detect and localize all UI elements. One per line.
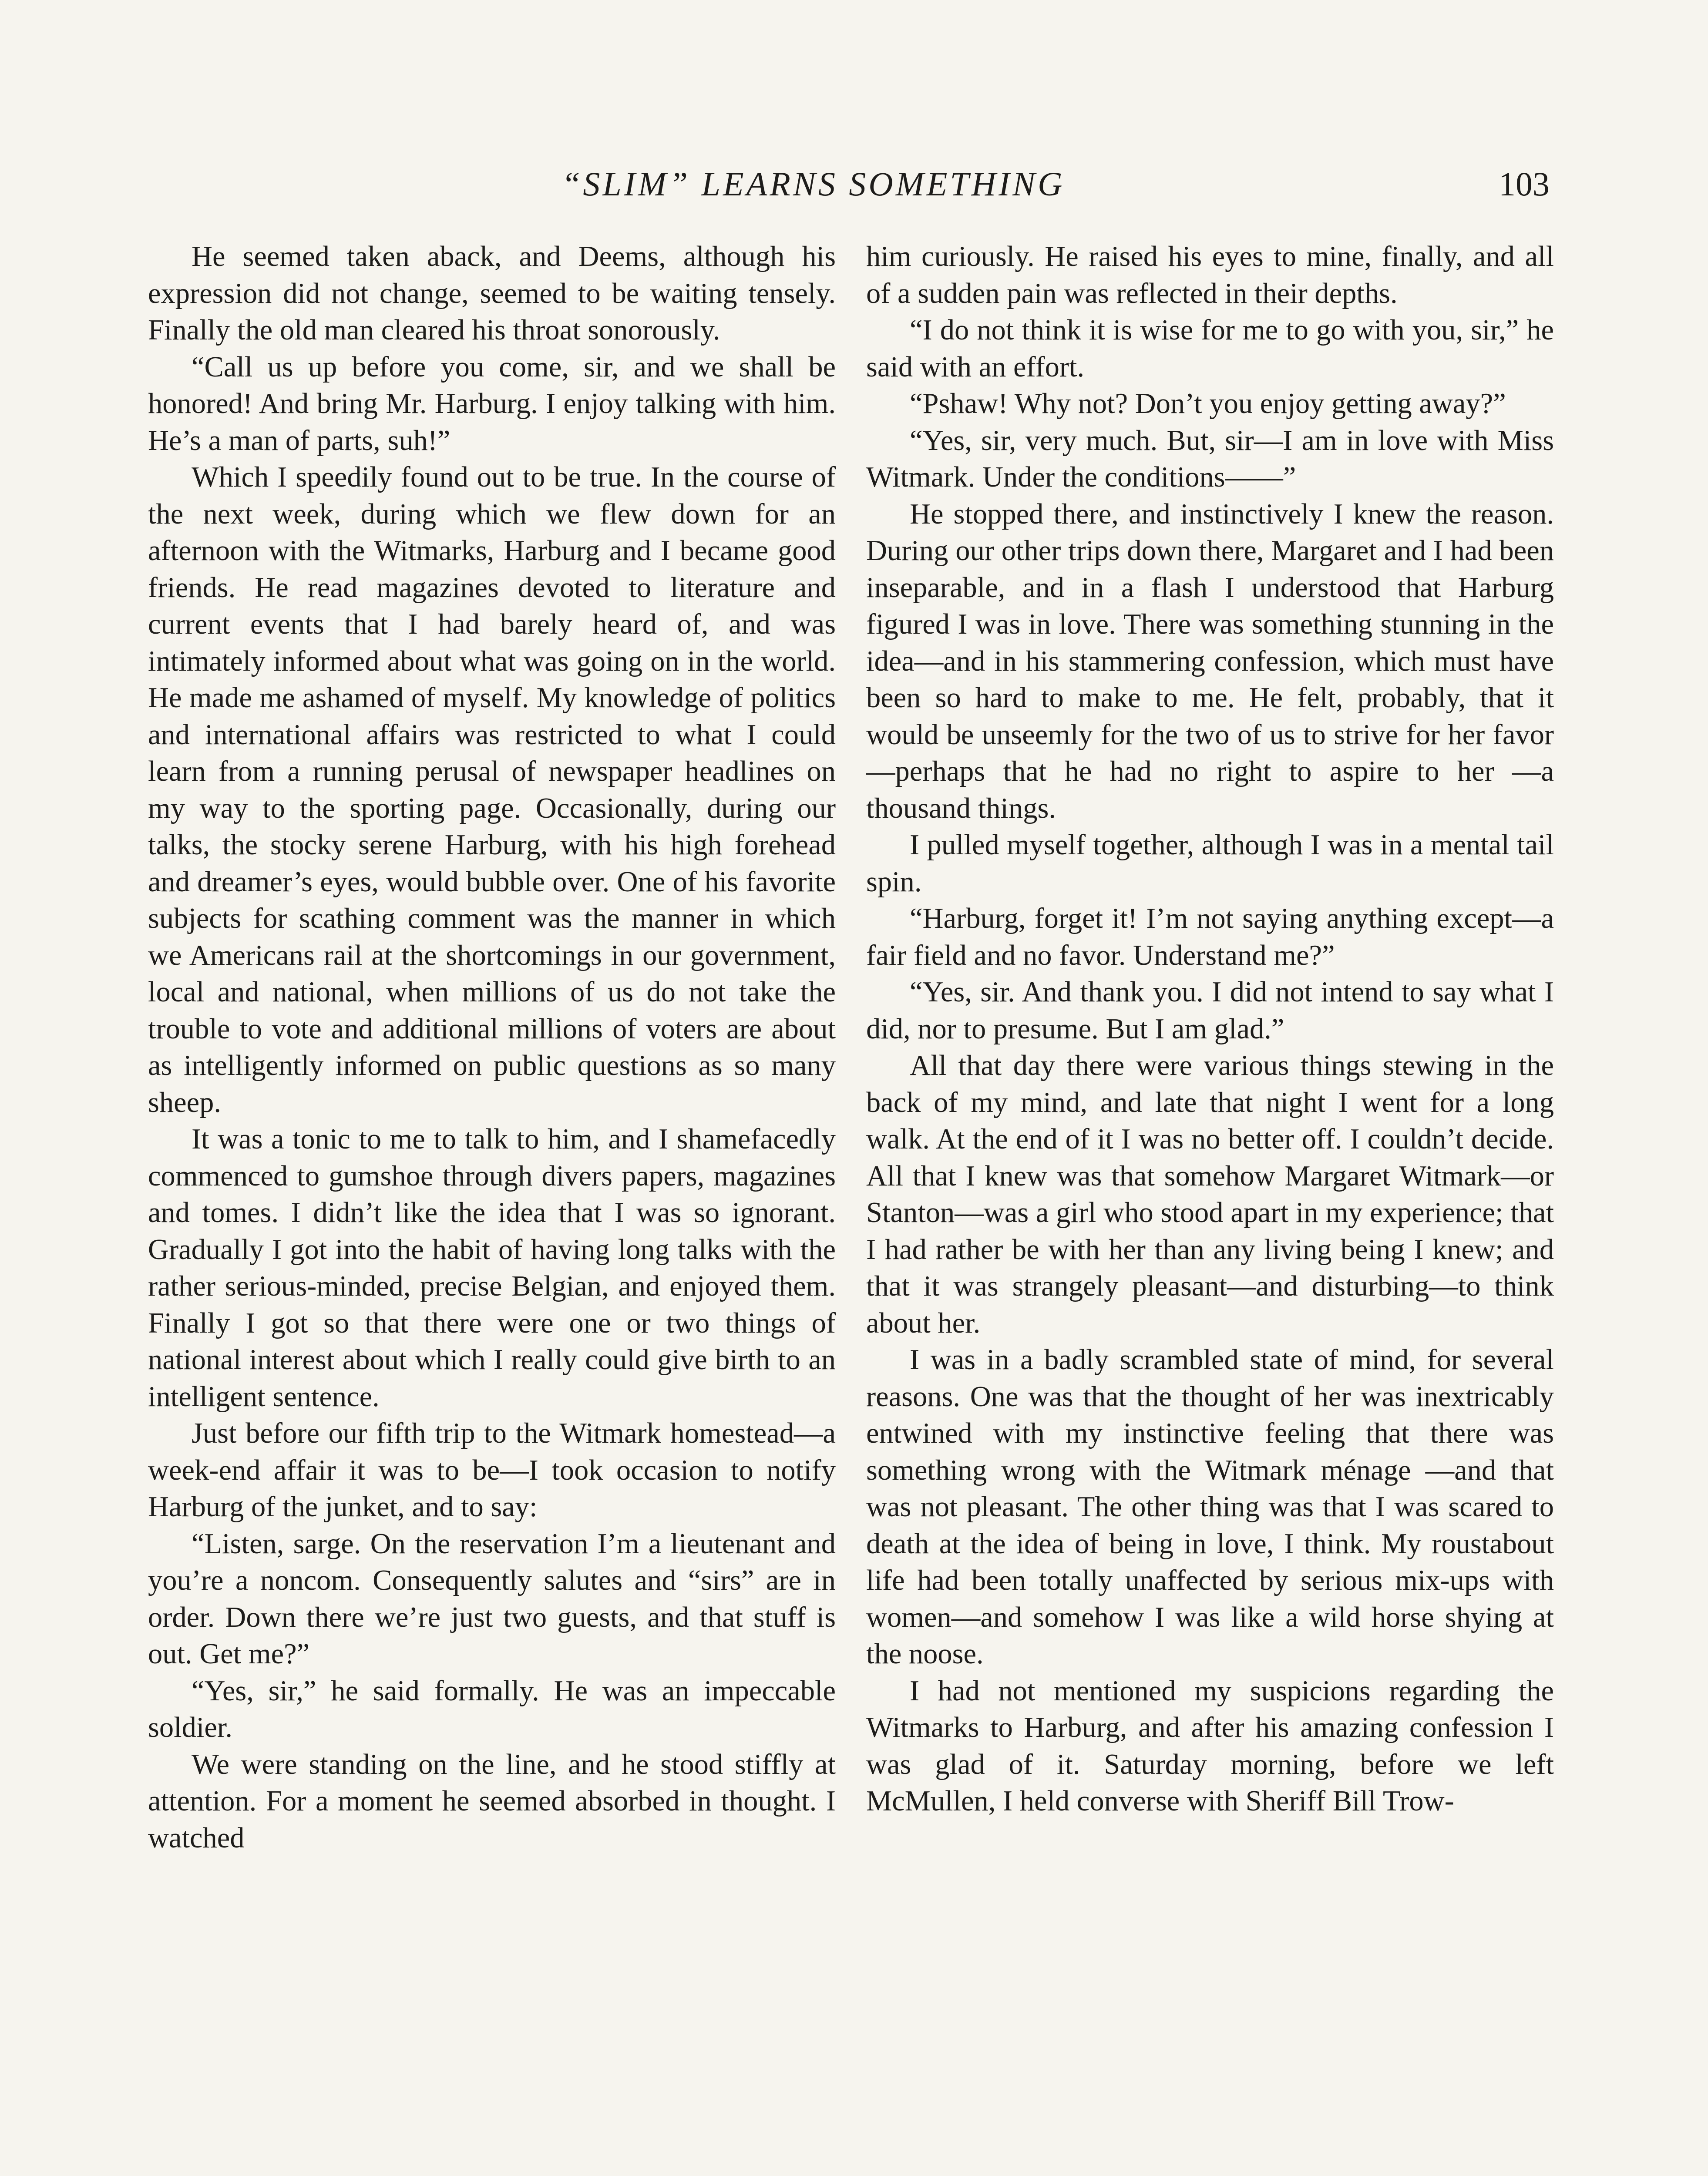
paragraph: I had not mentioned my suspicions regarding the Witmarks to Harburg, and after his amazing confession I was glad of it. Saturday morning, before we left McMullen, I held converse with Sheriff Bill Trow-: [866, 1675, 1554, 1817]
paragraph: Just before our fifth trip to the Witmark homestead—a week-end affair it was to be—I took occasion to notify Harburg of the junket, and to say:: [148, 1417, 836, 1523]
right-column: [866, 238, 1554, 2176]
running-title: “SLIM” LEARNS SOMETHING: [561, 165, 1065, 203]
paragraph: “Call us up before you come, sir, and we shall be honored! And bring Mr. Harburg. I enjoy talking with him. He’s a man of parts, suh!”: [148, 351, 836, 457]
paragraph: It was a tonic to me to talk to him, and I shamefacedly commenced to gumshoe through divers papers, magazines and tomes. I didn’t like the idea that I was so ignorant. Gradually I got into the habit of having long talks with the rather serious-minded, precise Belgian, and enjoyed them. Finally I got so that there were one or two things of national interest about which I really could give birth to an intelligent sentence.: [148, 1123, 836, 1413]
paragraph: “Yes, sir, very much. But, sir—I am in love with Miss Witmark. Under the conditions——”: [866, 424, 1554, 493]
paragraph: “Listen, sarge. On the reservation I’m a lieutenant and you’re a noncom. Consequently salutes and “sirs” are in order. Down there we’re just two guests, and that stuff is out. Get me?”: [148, 1528, 836, 1670]
paragraph: “Yes, sir. And thank you. I did not intend to say what I did, nor to presume. But I am glad.”: [866, 976, 1554, 1045]
paragraph: “Yes, sir,” he said formally. He was an impeccable soldier.: [148, 1675, 836, 1743]
paragraph: We were standing on the line, and he stood stiffly at attention. For a moment he seemed absorbed in thought. I watched: [148, 1748, 836, 1854]
paragraph: Which I speedily found out to be true. In the course of the next week, during which we flew down for an afternoon with the Witmarks, Harburg and I became good friends. He read magazines devoted to literature and current events that I had barely heard of, and was intimately informed about what was going on in the world. He made me ashamed of myself. My knowledge of politics and international affairs was restricted to what I could learn from a running perusal of newspaper headlines on my way to the sporting page. Occasionally, during our talks, the stocky serene Harburg, with his high forehead and dreamer’s eyes, would bubble over. One of his favorite subjects for scathing comment was the manner in which we Americans rail at the shortcomings in our government, local and national, when millions of us do not take the trouble to vote and additional millions of voters are about as intelligently informed on public questions as so many sheep.: [148, 461, 836, 1118]
continued-paragraph: him curiously. He raised his eyes to mine, finally, and all of a sudden pain was reflected in their depths.: [866, 241, 1554, 309]
paragraph: All that day there were various things stewing in the back of my mind, and late that night I went for a long walk. At the end of it I was no better off. I couldn’t decide. All that I knew was that somehow Margaret Witmark—or Stanton—was a girl who stood apart in my experience; that I had rather be with her than any living being I knew; and that it was strangely pleasant—and disturbing—to think about her.: [866, 1050, 1554, 1339]
paragraph: “Pshaw! Why not? Don’t you enjoy getting away?”: [910, 388, 1506, 420]
running-header: [148, 165, 1550, 212]
left-column: [148, 238, 836, 2176]
page-number: 103: [1499, 165, 1550, 203]
paragraph: “Harburg, forget it! I’m not saying anything except—a fair field and no favor. Understand me?”: [866, 903, 1554, 971]
paragraph: He stopped there, and instinctively I knew the reason. During our other trips down there, Margaret and I had been inseparable, and in a flash I understood that Harburg figured I was in love. There was something stunning in the idea—and in his stammering confession, which must have been so hard to make to me. He felt, probably, that it would be unseemly for the two of us to strive for her favor—perhaps that he had no right to aspire to her —a thousand things.: [866, 498, 1554, 824]
body-columns: [148, 238, 1554, 2176]
paragraph: He seemed taken aback, and Deems, although his expression did not change, seemed to be waiting tensely. Finally the old man cleared his throat sonorously.: [148, 241, 836, 346]
paragraph: I pulled myself together, although I was in a mental tail spin.: [866, 829, 1554, 898]
paragraph: “I do not think it is wise for me to go with you, sir,” he said with an effort.: [866, 314, 1554, 383]
paragraph: I was in a badly scrambled state of mind, for several reasons. One was that the thought of her was inextricably entwined with my instinctive feeling that there was something wrong with the Witmark ménage —and that was not pleasant. The other thing was that I was scared to death at the idea of being in love, I think. My roustabout life had been totally unaffected by serious mix-ups with women—and somehow I was like a wild horse shying at the noose.: [866, 1344, 1554, 1670]
